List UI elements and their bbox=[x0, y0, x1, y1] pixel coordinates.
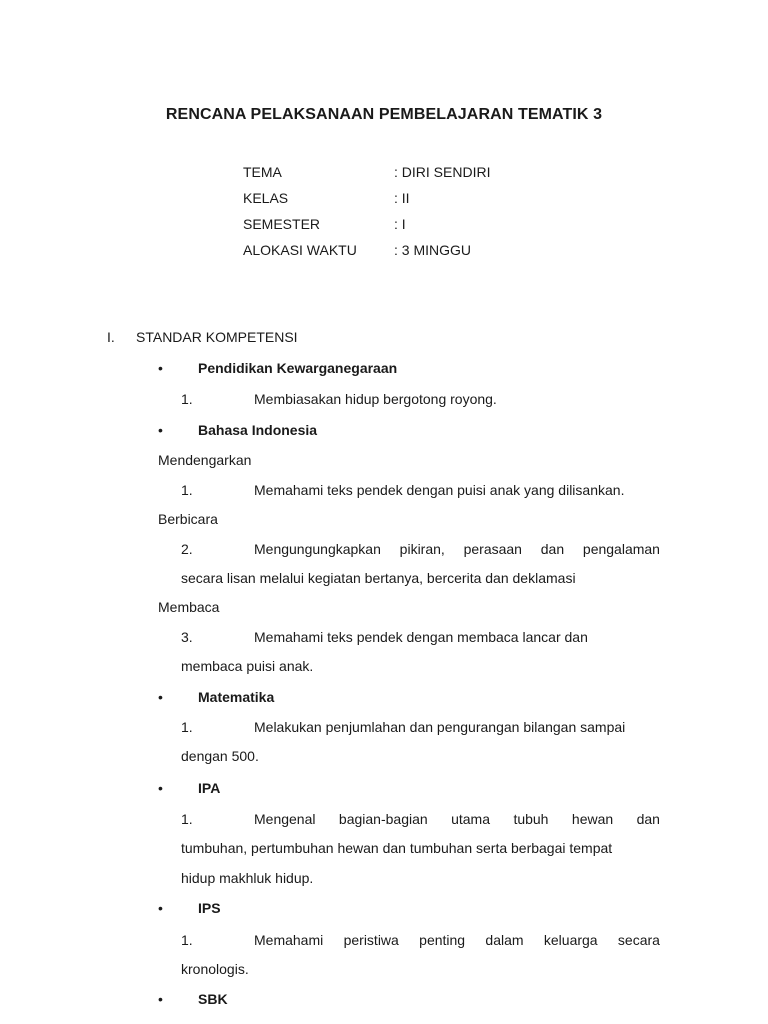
word: penting bbox=[419, 932, 466, 948]
bullet-icon: • bbox=[158, 900, 163, 916]
meta-label: ALOKASI WAKTU bbox=[243, 242, 357, 258]
word: Mengenal bbox=[254, 811, 316, 827]
word: tubuh bbox=[513, 811, 549, 827]
meta-value: : I bbox=[394, 216, 406, 232]
word: dan bbox=[540, 541, 565, 557]
list-number: 3. bbox=[181, 629, 193, 645]
word: dan bbox=[636, 811, 660, 827]
subheading-mendengarkan: Mendengarkan bbox=[158, 452, 252, 468]
list-item-continuation: tumbuhan, pertumbuhan hewan dan tumbuhan serta berbagai tempat bbox=[181, 840, 613, 856]
word: secara bbox=[617, 932, 660, 948]
list-item-continuation: secara lisan melalui kegiatan bertanya, bercerita dan deklamasi bbox=[181, 570, 576, 586]
word: perasaan bbox=[463, 541, 522, 557]
list-number: 2. bbox=[181, 541, 193, 557]
list-item-text: Membiasakan hidup bergotong royong. bbox=[254, 391, 497, 407]
subject-heading-ips: IPS bbox=[198, 900, 221, 916]
subject-heading-bindo: Bahasa Indonesia bbox=[198, 422, 318, 438]
list-number: 1. bbox=[181, 932, 193, 948]
meta-value: : DIRI SENDIRI bbox=[394, 164, 491, 180]
subject-heading-matematika: Matematika bbox=[198, 689, 275, 705]
list-number: 1. bbox=[181, 811, 193, 827]
document-title: RENCANA PELAKSANAAN PEMBELAJARAN TEMATIK 3 bbox=[165, 106, 603, 123]
word: pikiran, bbox=[399, 541, 445, 557]
list-number: 1. bbox=[181, 719, 193, 735]
word: bagian-bagian bbox=[338, 811, 428, 827]
list-item-text bbox=[254, 810, 660, 828]
subheading-membaca: Membaca bbox=[158, 599, 220, 615]
subject-heading-sbk: SBK bbox=[198, 991, 228, 1007]
list-item-text: Melakukan penjumlahan dan pengurangan bilangan sampai bbox=[254, 719, 626, 735]
meta-label: SEMESTER bbox=[243, 216, 321, 232]
bullet-icon: • bbox=[158, 360, 163, 376]
bullet-icon: • bbox=[158, 991, 163, 1007]
word: Mengungungkapkan bbox=[254, 541, 381, 557]
section-number: I. bbox=[107, 329, 115, 345]
list-item-continuation: kronologis. bbox=[181, 961, 249, 977]
word: utama bbox=[451, 811, 491, 827]
subheading-berbicara: Berbicara bbox=[158, 511, 218, 527]
list-item-text bbox=[254, 931, 660, 949]
meta-value: : 3 MINGGU bbox=[394, 242, 472, 258]
word: peristiwa bbox=[343, 932, 399, 948]
word: Memahami bbox=[254, 932, 324, 948]
list-number: 1. bbox=[181, 482, 193, 498]
subject-heading-pkn: Pendidikan Kewarganegaraan bbox=[198, 360, 398, 376]
list-item-continuation: dengan 500. bbox=[181, 748, 259, 764]
word: pengalaman bbox=[582, 541, 660, 557]
list-item-continuation: hidup makhluk hidup. bbox=[181, 870, 314, 886]
list-item-text bbox=[254, 540, 660, 558]
subject-heading-ipa: IPA bbox=[198, 780, 221, 796]
bullet-icon: • bbox=[158, 422, 163, 438]
list-item-continuation: membaca puisi anak. bbox=[181, 658, 314, 674]
meta-label: KELAS bbox=[243, 190, 289, 206]
word: keluarga bbox=[543, 932, 598, 948]
list-item-text: Memahami teks pendek dengan puisi anak yang dilisankan. bbox=[254, 482, 625, 498]
section-heading: STANDAR KOMPETENSI bbox=[136, 329, 298, 345]
bullet-icon: • bbox=[158, 689, 163, 705]
bullet-icon: • bbox=[158, 780, 163, 796]
meta-value: : II bbox=[394, 190, 410, 206]
list-item-text: Memahami teks pendek dengan membaca lancar dan bbox=[254, 629, 588, 645]
meta-label: TEMA bbox=[243, 164, 282, 180]
word: hewan bbox=[571, 811, 614, 827]
word: dalam bbox=[485, 932, 524, 948]
list-number: 1. bbox=[181, 391, 193, 407]
